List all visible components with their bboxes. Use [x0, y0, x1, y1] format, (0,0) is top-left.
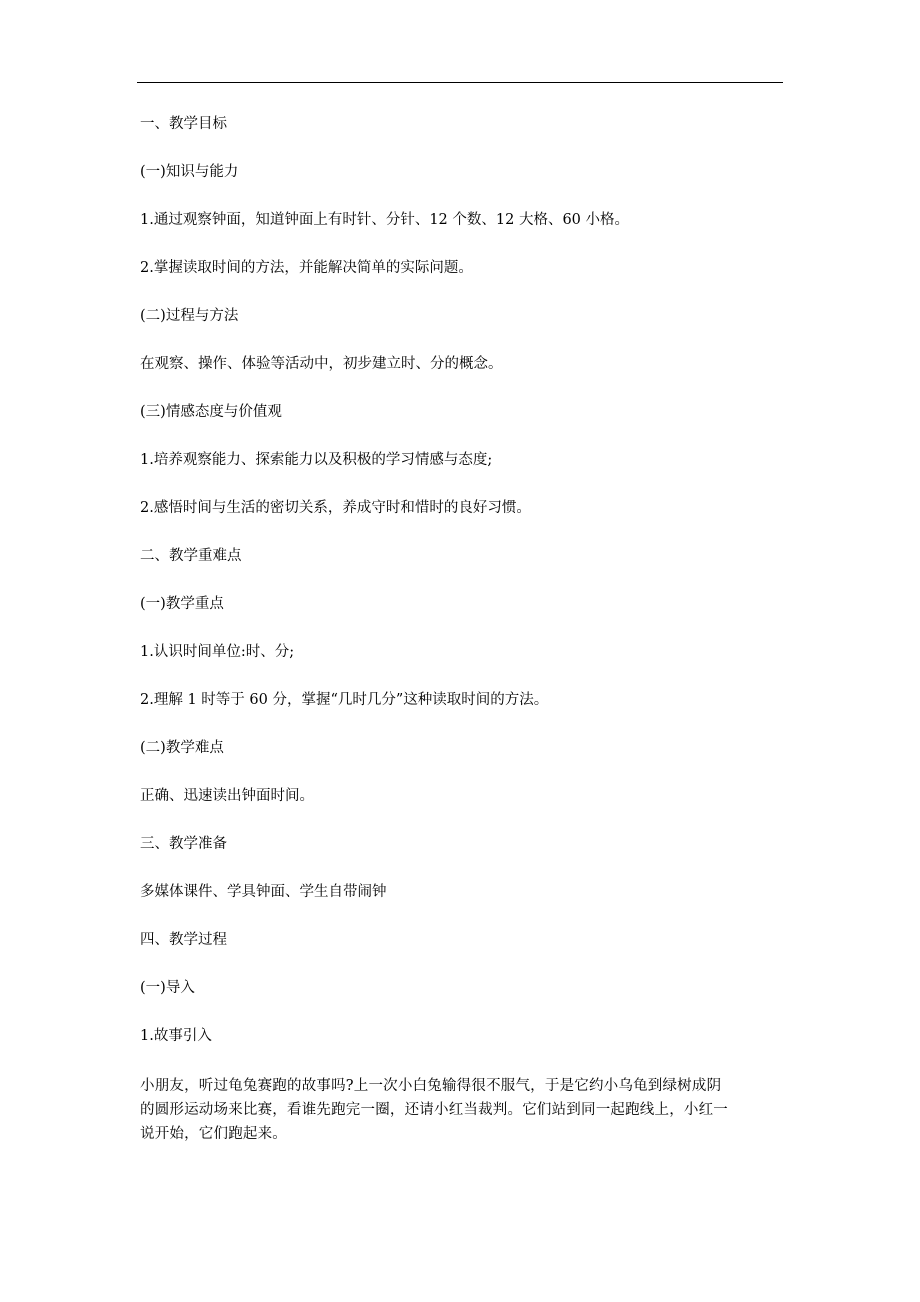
- body-text: 在观察、操作、体验等活动中，初步建立时、分的概念。: [140, 356, 503, 372]
- subheading-focus: (一)教学重点: [140, 596, 224, 612]
- paragraph-line: 小朋友，听过龟兔赛跑的故事吗?上一次小白兔输得很不服气，于是它约小乌龟到绿树成阴: [140, 1078, 722, 1094]
- subheading-attitude: (三)情感态度与价值观: [140, 404, 282, 420]
- subheading-introduction: (一)导入: [140, 980, 195, 996]
- body-text: 多媒体课件、学具钟面、学生自带闹钟: [140, 884, 387, 900]
- header-rule: [137, 82, 783, 83]
- list-item: 2.掌握读取时间的方法，并能解决简单的实际问题。: [140, 260, 473, 276]
- list-item: 2.理解 1 时等于 60 分，掌握“几时几分”这种读取时间的方法。: [140, 692, 549, 708]
- subheading-knowledge: (一)知识与能力: [140, 164, 239, 180]
- body-text: 正确、迅速读出钟面时间。: [140, 788, 314, 804]
- section-heading-process: 四、教学过程: [140, 932, 227, 948]
- list-item: 1.通过观察钟面，知道钟面上有时针、分针、12 个数、12 大格、60 小格。: [140, 212, 630, 228]
- list-item: 1.认识时间单位:时、分;: [140, 644, 295, 660]
- paragraph-line: 说开始，它们跑起来。: [140, 1126, 287, 1142]
- subheading-process: (二)过程与方法: [140, 308, 239, 324]
- subheading-difficulty: (二)教学难点: [140, 740, 224, 756]
- story-paragraph: [140, 1074, 785, 1146]
- list-item: 2.感悟时间与生活的密切关系，养成守时和惜时的良好习惯。: [140, 500, 531, 516]
- section-heading-objectives: 一、教学目标: [140, 116, 227, 132]
- section-heading-key-points: 二、教学重难点: [140, 548, 242, 564]
- paragraph-line: 的圆形运动场来比赛，看谁先跑完一圈，还请小红当裁判。它们站到同一起跑线上，小红一: [140, 1102, 728, 1118]
- list-item: 1.故事引入: [140, 1028, 212, 1044]
- document-body: [140, 114, 785, 1146]
- list-item: 1.培养观察能力、探索能力以及积极的学习情感与态度;: [140, 452, 493, 468]
- section-heading-preparation: 三、教学准备: [140, 836, 227, 852]
